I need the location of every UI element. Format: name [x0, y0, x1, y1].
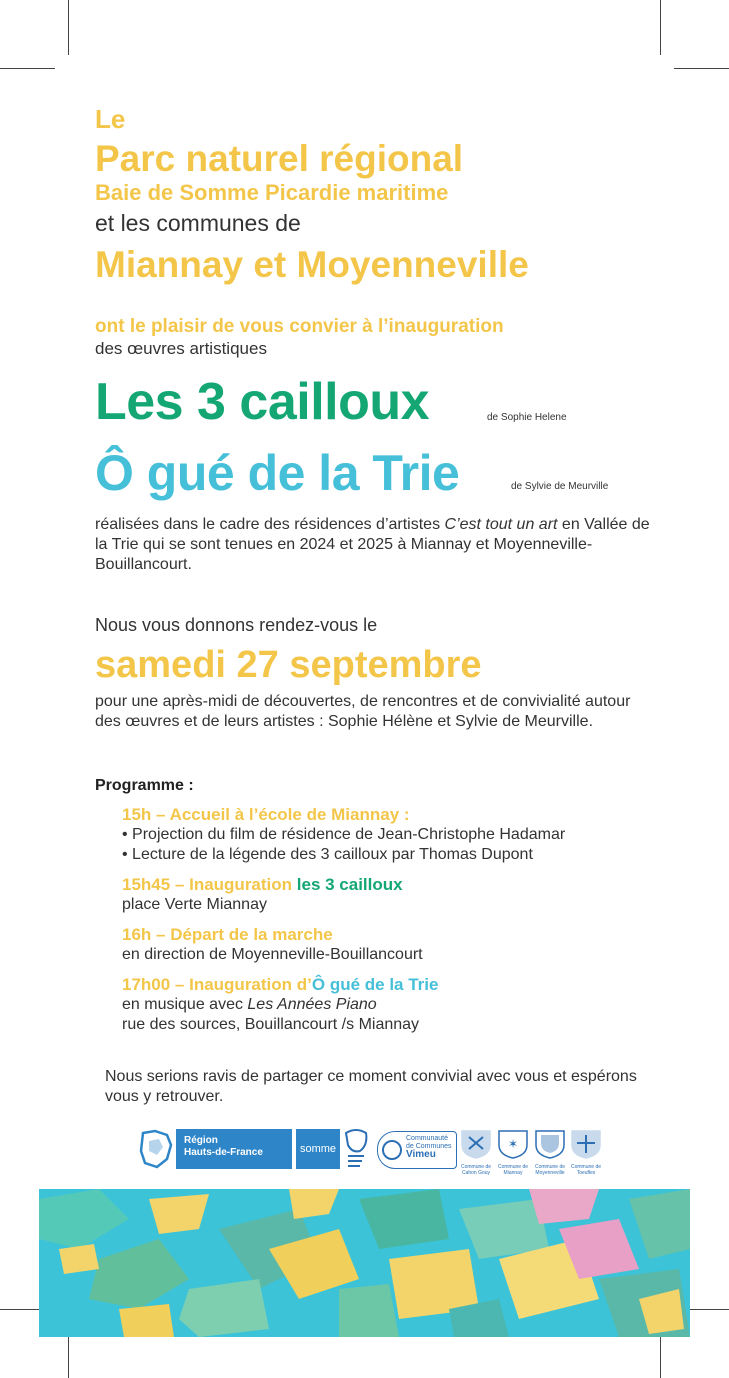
commune-label: Commune de Miannay [497, 1164, 528, 1176]
commune-label: Commune de Cahon Gouy [460, 1164, 491, 1176]
realisees-after: en Vallée de la Trie qui se sont tenues en 2024 et 2025 à Miannay et Moyenneville-Bouillancourt. [95, 516, 650, 573]
programme-list [122, 805, 682, 1035]
programme-heading-text: 17h00 – Inauguration d’ [122, 975, 312, 994]
vimeu-line3: Vimeu [406, 1149, 436, 1160]
commune-label: Commune de Toeufles [570, 1164, 601, 1176]
work-title-o-gue: Ô gué de la Trie [95, 445, 460, 501]
region-line1: Région [184, 1135, 218, 1146]
rendezvous-intro: Nous vous donnons rendez-vous le [95, 615, 378, 635]
closing-text: Nous serions ravis de partager ce moment convivial avec vous et espérons vous y retrouver. [105, 1068, 637, 1105]
parc-logo-icon [342, 1127, 370, 1173]
programme-heading-text: 15h45 – Inauguration [122, 875, 297, 894]
rendezvous-date: samedi 27 septembre [95, 644, 482, 686]
programme-title: Programme : [95, 777, 194, 794]
programme-item-heading [122, 875, 682, 895]
region-map-icon [137, 1129, 175, 1169]
programme-item-line: • Lecture de la légende des 3 cailloux par Thomas Dupont [122, 846, 533, 863]
vimeu-text [406, 1135, 452, 1159]
programme-item-line: place Verte Miannay [122, 896, 267, 913]
vimeu-line1: Communauté [406, 1135, 449, 1142]
programme-item-heading: 16h – Départ de la marche [122, 925, 333, 944]
shield-icon [459, 1129, 493, 1159]
programme-heading-cyan: Ô gué de la Trie [311, 975, 439, 994]
commune-cahon-gouy [459, 1129, 493, 1176]
shield-icon [496, 1129, 530, 1159]
vimeu-line2: de Communes [406, 1143, 452, 1150]
programme-heading-green: les 3 cailloux [296, 875, 403, 894]
aerial-banner-image [39, 1189, 690, 1337]
invitation-plaisir: ont le plaisir de vous convier à l’inauguration [95, 316, 504, 337]
region-line2: Hauts-de-France [184, 1147, 263, 1158]
invitation-oeuvres: des œuvres artistiques [95, 339, 267, 358]
work-author-o-gue: de Sylvie de Meurville [511, 481, 609, 492]
programme-line-prefix: en musique avec [122, 996, 248, 1013]
shield-icon [533, 1129, 567, 1159]
commune-toeufles [569, 1129, 603, 1176]
header-le: Le [95, 104, 126, 134]
header-parc: Parc naturel régional [95, 138, 464, 179]
vimeu-circle-icon [382, 1140, 402, 1160]
partner-logos [137, 1127, 607, 1176]
rendezvous-desc: pour une après-midi de découvertes, de rencontres et de convivialité autour des œuvres et de leurs artistes : Sophie Hélène et Sylvie de Meurville. [95, 693, 631, 730]
region-logo [176, 1129, 292, 1169]
crop-mark [0, 68, 55, 69]
programme-item-line [122, 995, 682, 1015]
programme-line-italic: Les Années Piano [247, 996, 377, 1013]
vimeu-logo [377, 1131, 457, 1169]
programme-item-line: en direction de Moyenneville-Bouillancourt [122, 946, 423, 963]
realisees-italic: C’est tout un art [444, 516, 558, 533]
crop-mark [68, 0, 69, 55]
commune-label: Commune de Moyenneville [534, 1164, 565, 1176]
commune-miannay [496, 1129, 530, 1176]
programme-item-heading: 15h – Accueil à l’école de Miannay : [122, 805, 410, 824]
header-baie: Baie de Somme Picardie maritime [95, 180, 449, 205]
somme-logo: somme [296, 1129, 340, 1169]
svg-text:✶: ✶ [507, 1137, 519, 1151]
crop-mark [660, 0, 661, 55]
realisees-before: réalisées dans le cadre des résidences d’artistes [95, 516, 445, 533]
commune-moyenneville [533, 1129, 567, 1176]
shield-icon [569, 1129, 603, 1159]
realisees-paragraph [95, 515, 655, 575]
crop-mark [674, 68, 729, 69]
header-communes: Miannay et Moyenneville [95, 244, 529, 285]
programme-item-heading [122, 975, 682, 995]
work-author-3-cailloux: de Sophie Helene [487, 412, 567, 423]
header-et-communes: et les communes de [95, 210, 301, 236]
programme-item-line: • Projection du film de résidence de Jean-Christophe Hadamar [122, 826, 566, 843]
programme-item-line: rue des sources, Bouillancourt /s Miannay [122, 1016, 420, 1033]
work-title-3-cailloux: Les 3 cailloux [95, 373, 430, 431]
